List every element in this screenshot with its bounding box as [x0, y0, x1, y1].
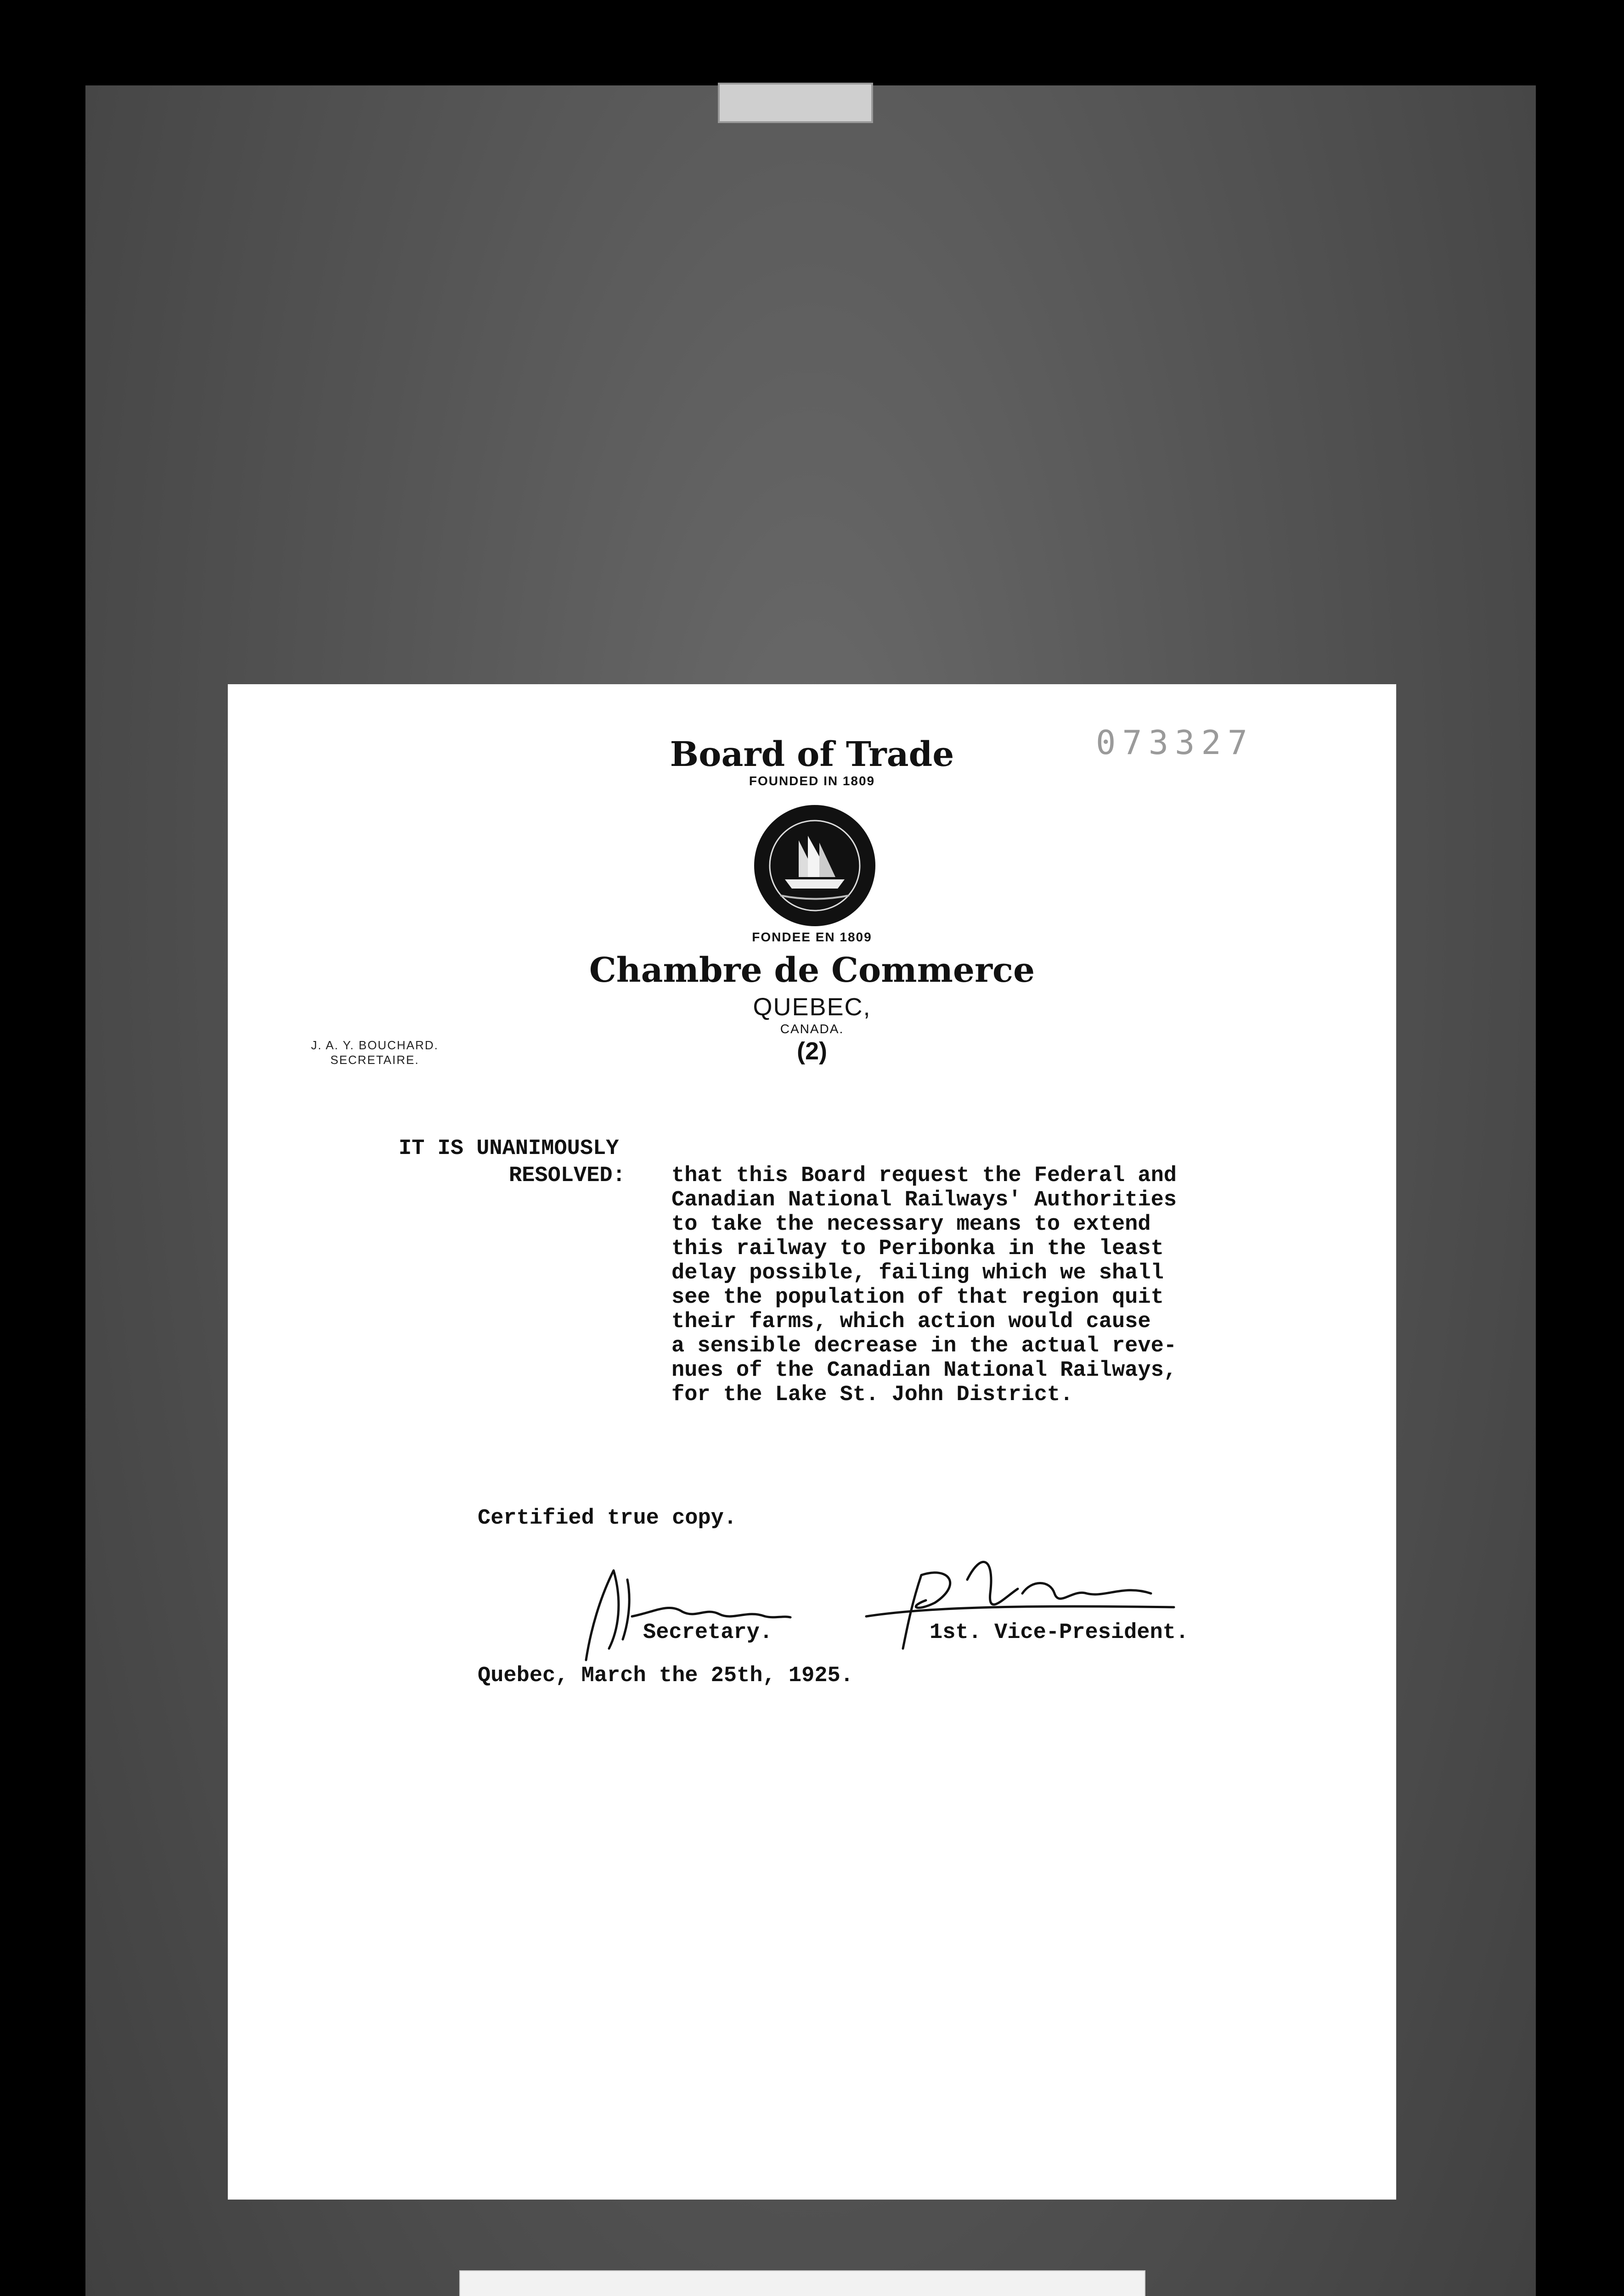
secretary-label: Secretary. — [643, 1621, 773, 1645]
resolution-lead-1: IT IS UNANIMOUSLY — [399, 1137, 619, 1161]
secretary-block — [301, 1038, 448, 1067]
letterhead-city: QUEBEC, — [753, 993, 871, 1021]
board-seal-icon — [753, 804, 877, 928]
secretary-signature-icon — [581, 1561, 793, 1667]
page-number: (2) — [797, 1037, 827, 1065]
date-line: Quebec, March the 25th, 1925. — [478, 1664, 853, 1688]
letterhead-title-en: Board of Trade — [670, 735, 954, 774]
letterhead-title-fr: Chambre de Commerce — [589, 951, 1035, 990]
founded-en: FOUNDED IN 1809 — [749, 774, 875, 788]
letterhead-country: CANADA. — [780, 1022, 844, 1036]
certified-copy: Certified true copy. — [478, 1506, 737, 1531]
secretary-name: J. A. Y. BOUCHARD. — [311, 1038, 439, 1052]
letter-page — [228, 684, 1396, 2200]
resolution-body: that this Board request the Federal and Canadian National Railways' Authorities to take the necessary means to extend this railway to Peribonka in the least delay possible, failing which we shall see the population of that region quit their farms, which action would cause a sensible decrease in the actual reve- nues of the Canadian National Railways, for the Lake St. John District. — [671, 1164, 1177, 1407]
tape-strip — [718, 83, 873, 123]
resolution-lead-2: RESOLVED: — [509, 1164, 626, 1188]
founded-fr: FONDEE EN 1809 — [752, 930, 872, 944]
secretary-title: SECRETAIRE. — [330, 1053, 419, 1067]
archive-reference-tab — [459, 2270, 1145, 2296]
archive-stamp-number: 073327 — [1096, 723, 1254, 762]
vice-president-label: 1st. Vice-President. — [930, 1621, 1189, 1645]
